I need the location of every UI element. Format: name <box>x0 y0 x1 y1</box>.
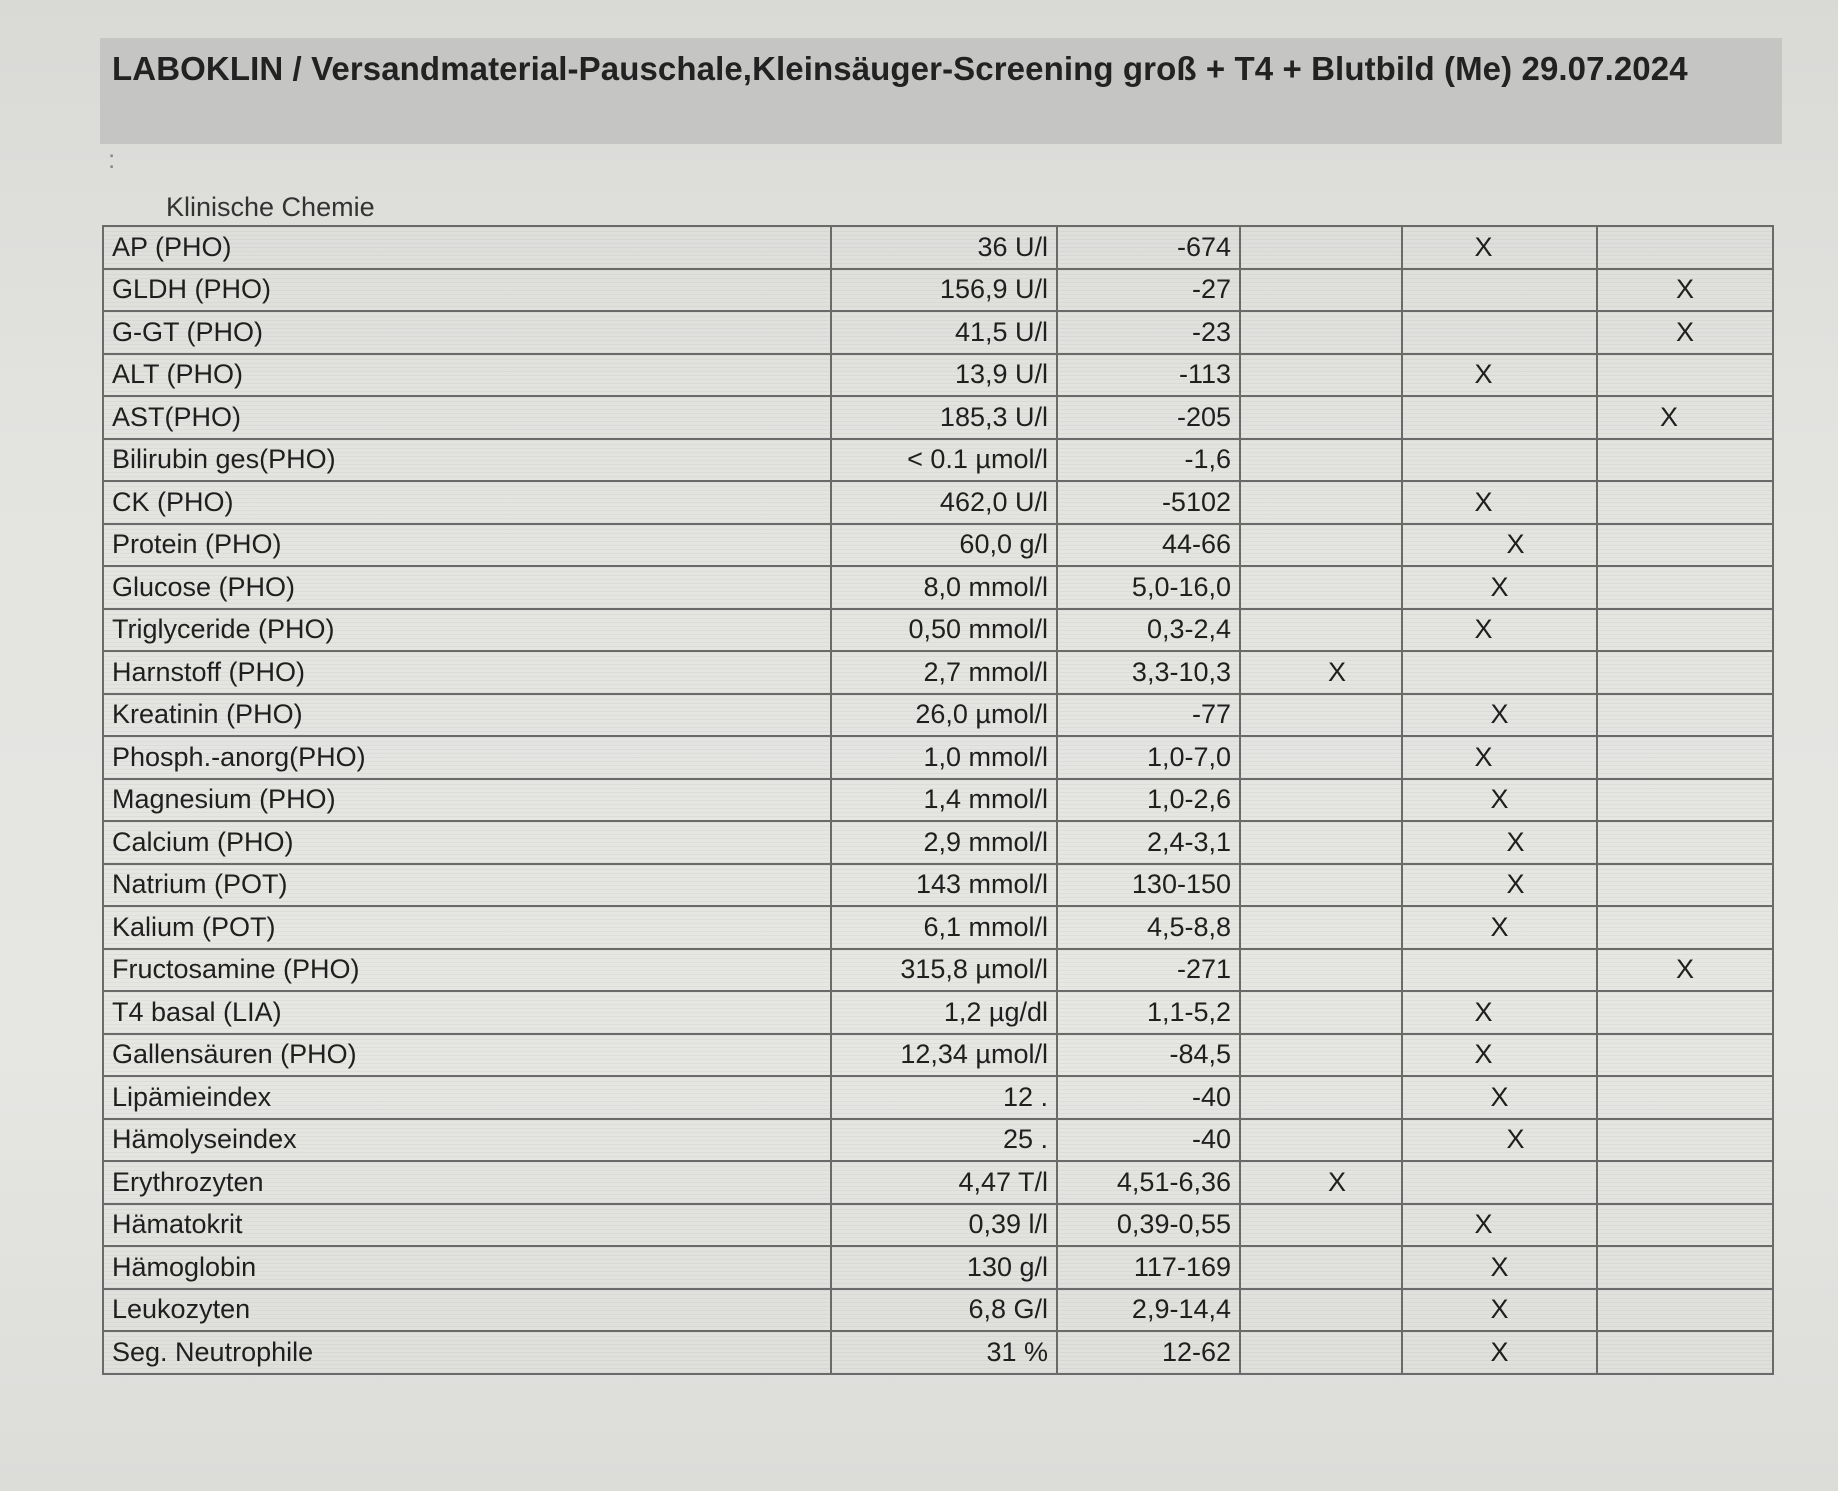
indicator-mark: X <box>1474 1209 1493 1240</box>
test-value: < 0.1 µmol/l <box>831 439 1057 482</box>
indicator-cell <box>1597 1246 1773 1289</box>
indicator-cell <box>1597 1119 1773 1162</box>
reference-range: 0,3-2,4 <box>1057 609 1240 652</box>
indicator-mark: X <box>1490 911 1509 942</box>
indicator-mark: X <box>1474 359 1493 390</box>
test-value: 2,7 mmol/l <box>831 651 1057 694</box>
table-row <box>103 1161 1773 1204</box>
table-row <box>103 779 1773 822</box>
indicator-mark: X <box>1659 401 1678 432</box>
test-name: Fructosamine (PHO) <box>103 949 831 992</box>
test-name: Phosph.-anorg(PHO) <box>103 736 831 779</box>
indicator-cell <box>1240 1204 1402 1247</box>
indicator-cell <box>1597 906 1773 949</box>
reference-range: 2,4-3,1 <box>1057 821 1240 864</box>
test-name: Hämolyseindex <box>103 1119 831 1162</box>
indicator-cell <box>1402 566 1597 609</box>
colon-mark: : <box>108 144 116 174</box>
indicator-cell <box>1402 1076 1597 1119</box>
reference-range: 12-62 <box>1057 1331 1240 1374</box>
test-value: 1,0 mmol/l <box>831 736 1057 779</box>
test-value: 0,39 l/l <box>831 1204 1057 1247</box>
table-row <box>103 1119 1773 1162</box>
indicator-cell <box>1597 779 1773 822</box>
reference-range: -23 <box>1057 311 1240 354</box>
reference-range: 2,9-14,4 <box>1057 1289 1240 1332</box>
test-value: 36 U/l <box>831 226 1057 269</box>
indicator-cell <box>1240 396 1402 439</box>
indicator-cell <box>1240 226 1402 269</box>
indicator-cell <box>1240 864 1402 907</box>
test-name: AP (PHO) <box>103 226 831 269</box>
indicator-cell <box>1240 354 1402 397</box>
table-row <box>103 226 1773 269</box>
test-name: ALT (PHO) <box>103 354 831 397</box>
indicator-mark: X <box>1490 1081 1509 1112</box>
test-value: 12,34 µmol/l <box>831 1034 1057 1077</box>
indicator-cell <box>1240 949 1402 992</box>
indicator-cell <box>1597 311 1773 354</box>
indicator-cell <box>1597 566 1773 609</box>
indicator-mark: X <box>1490 699 1509 730</box>
indicator-cell <box>1402 864 1597 907</box>
indicator-cell <box>1597 949 1773 992</box>
indicator-cell <box>1597 269 1773 312</box>
indicator-mark: X <box>1490 1251 1509 1282</box>
indicator-cell <box>1597 481 1773 524</box>
indicator-cell <box>1597 1289 1773 1332</box>
table-row <box>103 481 1773 524</box>
indicator-mark: X <box>1474 231 1493 262</box>
indicator-mark: X <box>1675 274 1694 305</box>
indicator-mark: X <box>1506 826 1525 857</box>
test-value: 185,3 U/l <box>831 396 1057 439</box>
test-name: GLDH (PHO) <box>103 269 831 312</box>
reference-range: -1,6 <box>1057 439 1240 482</box>
indicator-cell <box>1240 1331 1402 1374</box>
table-row <box>103 736 1773 779</box>
test-name: Harnstoff (PHO) <box>103 651 831 694</box>
indicator-cell <box>1597 1034 1773 1077</box>
test-value: 143 mmol/l <box>831 864 1057 907</box>
indicator-mark: X <box>1474 486 1493 517</box>
indicator-mark: X <box>1506 529 1525 560</box>
reference-range: -84,5 <box>1057 1034 1240 1077</box>
indicator-cell <box>1240 1034 1402 1077</box>
indicator-cell <box>1402 651 1597 694</box>
test-name: Natrium (POT) <box>103 864 831 907</box>
test-name: Kalium (POT) <box>103 906 831 949</box>
table-row <box>103 1034 1773 1077</box>
indicator-cell <box>1597 609 1773 652</box>
reference-range: 1,0-7,0 <box>1057 736 1240 779</box>
reference-range: -271 <box>1057 949 1240 992</box>
test-value: 6,1 mmol/l <box>831 906 1057 949</box>
test-name: AST(PHO) <box>103 396 831 439</box>
test-name: Glucose (PHO) <box>103 566 831 609</box>
test-value: 6,8 G/l <box>831 1289 1057 1332</box>
indicator-cell <box>1402 949 1597 992</box>
test-value: 26,0 µmol/l <box>831 694 1057 737</box>
test-value: 0,50 mmol/l <box>831 609 1057 652</box>
indicator-cell <box>1240 736 1402 779</box>
table-row <box>103 396 1773 439</box>
reference-range: -27 <box>1057 269 1240 312</box>
test-name: T4 basal (LIA) <box>103 991 831 1034</box>
lab-results-table <box>102 225 1774 1375</box>
indicator-cell <box>1240 311 1402 354</box>
table-row <box>103 524 1773 567</box>
indicator-cell <box>1240 439 1402 482</box>
table-row <box>103 864 1773 907</box>
indicator-cell <box>1240 609 1402 652</box>
indicator-cell <box>1240 1246 1402 1289</box>
indicator-cell <box>1597 1204 1773 1247</box>
reference-range: -5102 <box>1057 481 1240 524</box>
test-value: 1,4 mmol/l <box>831 779 1057 822</box>
indicator-cell <box>1597 226 1773 269</box>
indicator-cell <box>1240 1076 1402 1119</box>
indicator-cell <box>1402 1289 1597 1332</box>
indicator-cell <box>1597 1161 1773 1204</box>
indicator-cell <box>1597 864 1773 907</box>
test-value: 130 g/l <box>831 1246 1057 1289</box>
test-name: Leukozyten <box>103 1289 831 1332</box>
lab-results-body <box>103 226 1773 1374</box>
indicator-cell <box>1402 311 1597 354</box>
indicator-cell <box>1240 269 1402 312</box>
table-row <box>103 1289 1773 1332</box>
test-name: Magnesium (PHO) <box>103 779 831 822</box>
indicator-cell <box>1597 524 1773 567</box>
indicator-cell <box>1240 524 1402 567</box>
indicator-mark: X <box>1327 1166 1346 1197</box>
indicator-cell <box>1402 524 1597 567</box>
indicator-cell <box>1402 736 1597 779</box>
reference-range: -205 <box>1057 396 1240 439</box>
test-value: 41,5 U/l <box>831 311 1057 354</box>
indicator-cell <box>1240 1289 1402 1332</box>
indicator-cell <box>1402 1331 1597 1374</box>
test-value: 4,47 T/l <box>831 1161 1057 1204</box>
indicator-cell <box>1240 481 1402 524</box>
test-value: 25 . <box>831 1119 1057 1162</box>
table-row <box>103 566 1773 609</box>
test-value: 462,0 U/l <box>831 481 1057 524</box>
test-name: G-GT (PHO) <box>103 311 831 354</box>
indicator-mark: X <box>1506 1124 1525 1155</box>
test-name: Hämatokrit <box>103 1204 831 1247</box>
indicator-cell <box>1402 991 1597 1034</box>
test-name: Gallensäuren (PHO) <box>103 1034 831 1077</box>
indicator-mark: X <box>1490 1336 1509 1367</box>
reference-range: 4,51-6,36 <box>1057 1161 1240 1204</box>
reference-range: 117-169 <box>1057 1246 1240 1289</box>
reference-range: 4,5-8,8 <box>1057 906 1240 949</box>
test-name: Triglyceride (PHO) <box>103 609 831 652</box>
table-row <box>103 821 1773 864</box>
indicator-cell <box>1402 1119 1597 1162</box>
table-row <box>103 609 1773 652</box>
table-row <box>103 354 1773 397</box>
indicator-cell <box>1240 906 1402 949</box>
table-row <box>103 1246 1773 1289</box>
test-name: Bilirubin ges(PHO) <box>103 439 831 482</box>
indicator-mark: X <box>1675 954 1694 985</box>
indicator-cell <box>1402 906 1597 949</box>
reference-range: -113 <box>1057 354 1240 397</box>
indicator-cell <box>1240 1119 1402 1162</box>
test-name: Lipämieindex <box>103 1076 831 1119</box>
test-value: 2,9 mmol/l <box>831 821 1057 864</box>
indicator-cell <box>1402 481 1597 524</box>
table-row <box>103 949 1773 992</box>
indicator-mark: X <box>1474 614 1493 645</box>
test-value: 156,9 U/l <box>831 269 1057 312</box>
indicator-cell <box>1597 991 1773 1034</box>
indicator-cell <box>1402 226 1597 269</box>
indicator-mark: X <box>1490 784 1509 815</box>
indicator-cell <box>1597 821 1773 864</box>
indicator-mark: X <box>1506 869 1525 900</box>
indicator-cell <box>1402 439 1597 482</box>
test-value: 31 % <box>831 1331 1057 1374</box>
section-title: Klinische Chemie <box>166 192 375 222</box>
reference-range: 0,39-0,55 <box>1057 1204 1240 1247</box>
indicator-cell <box>1402 1161 1597 1204</box>
table-row <box>103 694 1773 737</box>
indicator-cell <box>1240 779 1402 822</box>
indicator-cell <box>1402 354 1597 397</box>
test-name: Hämoglobin <box>103 1246 831 1289</box>
indicator-mark: X <box>1474 741 1493 772</box>
indicator-cell <box>1597 694 1773 737</box>
indicator-cell <box>1402 1246 1597 1289</box>
reference-range: 130-150 <box>1057 864 1240 907</box>
indicator-mark: X <box>1675 316 1694 347</box>
indicator-cell <box>1402 694 1597 737</box>
reference-range: 44-66 <box>1057 524 1240 567</box>
test-value: 315,8 µmol/l <box>831 949 1057 992</box>
table-row <box>103 1204 1773 1247</box>
reference-range: -40 <box>1057 1076 1240 1119</box>
reference-range: 1,0-2,6 <box>1057 779 1240 822</box>
test-value: 13,9 U/l <box>831 354 1057 397</box>
indicator-cell <box>1597 1076 1773 1119</box>
reference-range: 3,3-10,3 <box>1057 651 1240 694</box>
table-row <box>103 439 1773 482</box>
indicator-cell <box>1597 651 1773 694</box>
indicator-mark: X <box>1474 996 1493 1027</box>
table-row <box>103 1331 1773 1374</box>
reference-range: -40 <box>1057 1119 1240 1162</box>
indicator-mark: X <box>1490 571 1509 602</box>
indicator-cell <box>1402 1034 1597 1077</box>
test-name: Erythrozyten <box>103 1161 831 1204</box>
indicator-cell <box>1240 1161 1402 1204</box>
test-name: CK (PHO) <box>103 481 831 524</box>
report-title: LABOKLIN / Versandmaterial-Pauschale,Kleinsäuger-Screening groß + T4 + Blutbild (Me) 29.07.2024 <box>112 50 1688 87</box>
indicator-cell <box>1597 354 1773 397</box>
test-name: Seg. Neutrophile <box>103 1331 831 1374</box>
indicator-cell <box>1240 694 1402 737</box>
indicator-cell <box>1402 821 1597 864</box>
test-value: 1,2 µg/dl <box>831 991 1057 1034</box>
reference-range: -674 <box>1057 226 1240 269</box>
test-value: 8,0 mmol/l <box>831 566 1057 609</box>
indicator-cell <box>1240 991 1402 1034</box>
indicator-cell <box>1402 396 1597 439</box>
indicator-mark: X <box>1327 656 1346 687</box>
table-row <box>103 269 1773 312</box>
indicator-cell <box>1597 439 1773 482</box>
indicator-cell <box>1402 779 1597 822</box>
test-name: Kreatinin (PHO) <box>103 694 831 737</box>
reference-range: 5,0-16,0 <box>1057 566 1240 609</box>
report-header <box>100 38 1782 144</box>
test-value: 60,0 g/l <box>831 524 1057 567</box>
reference-range: -77 <box>1057 694 1240 737</box>
test-value: 12 . <box>831 1076 1057 1119</box>
test-name: Protein (PHO) <box>103 524 831 567</box>
indicator-mark: X <box>1490 1294 1509 1325</box>
table-row <box>103 651 1773 694</box>
reference-range: 1,1-5,2 <box>1057 991 1240 1034</box>
indicator-cell <box>1240 566 1402 609</box>
indicator-cell <box>1402 1204 1597 1247</box>
indicator-cell <box>1402 269 1597 312</box>
indicator-cell <box>1402 609 1597 652</box>
test-name: Calcium (PHO) <box>103 821 831 864</box>
indicator-cell <box>1240 821 1402 864</box>
table-row <box>103 906 1773 949</box>
indicator-cell <box>1597 396 1773 439</box>
table-row <box>103 1076 1773 1119</box>
indicator-cell <box>1597 736 1773 779</box>
indicator-mark: X <box>1474 1039 1493 1070</box>
table-row <box>103 991 1773 1034</box>
indicator-cell <box>1597 1331 1773 1374</box>
table-row <box>103 311 1773 354</box>
indicator-cell <box>1240 651 1402 694</box>
